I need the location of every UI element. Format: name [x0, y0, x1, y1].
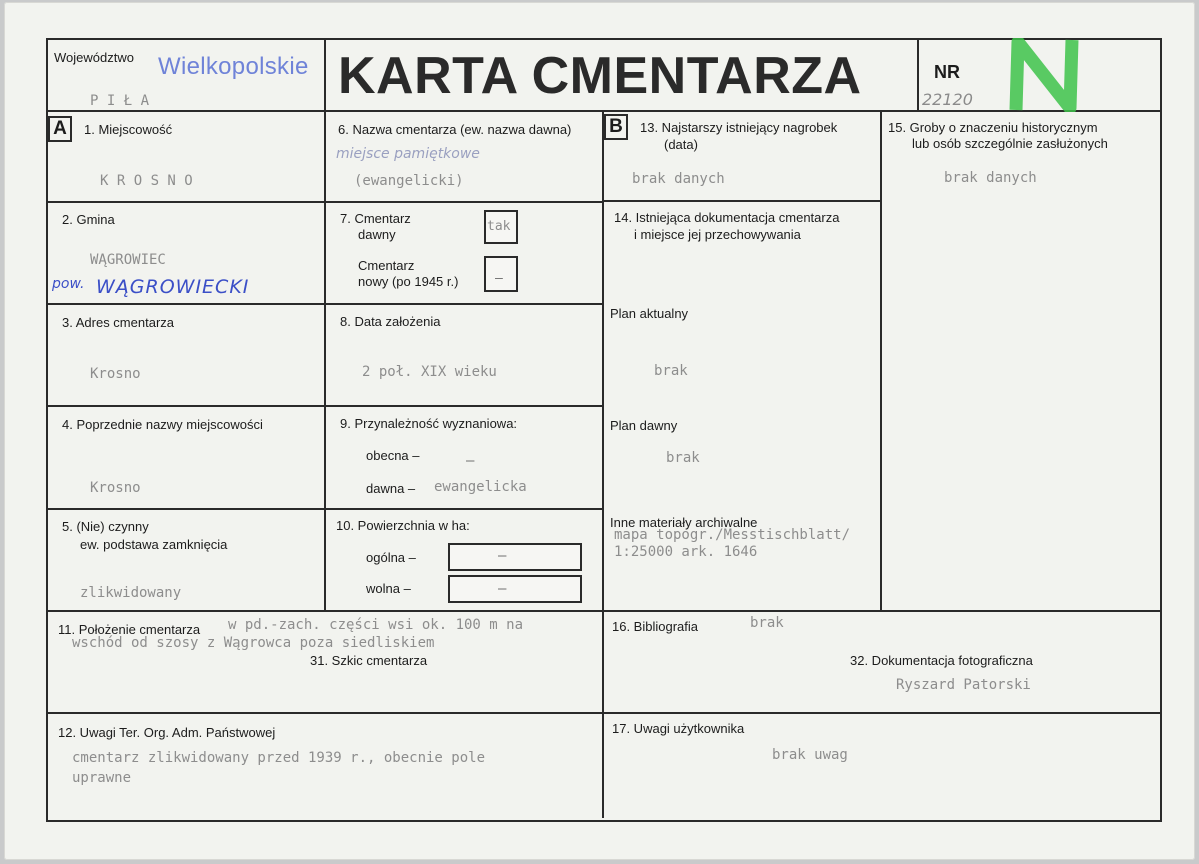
field-17-label: 17. Uwagi użytkownika: [612, 721, 745, 736]
field-10-ogolna-label: ogólna –: [366, 550, 416, 565]
field-15-value: brak danych: [944, 170, 1037, 186]
field-14-label-line1: 14. Istniejąca dokumentacja cmentarza: [614, 210, 840, 225]
plan-dawny-label: Plan dawny: [610, 418, 678, 433]
nr-marker-n: [1008, 38, 1080, 112]
field-6-hand-value: miejsce pamiętkowe: [336, 146, 480, 162]
section-a-marker: A: [48, 116, 72, 142]
field-4-label: 4. Poprzednie nazwy miejscowości: [62, 417, 263, 432]
field-10-ogolna-value: –: [498, 548, 507, 564]
field-16-value: brak: [750, 615, 784, 631]
field-13-label-line1: 13. Najstarszy istniejący nagrobek: [640, 120, 838, 135]
field-9-label: 9. Przynależność wyznaniowa:: [340, 416, 518, 431]
field-2-hand-value: WĄGROWIECKI: [96, 276, 250, 298]
field-7-nowy-value: –: [495, 271, 503, 286]
field-32-value: Ryszard Patorski: [896, 677, 1031, 693]
plan-aktualny-value: brak: [654, 363, 688, 379]
wojewodztwo-old-value: P I Ł A: [90, 93, 150, 109]
inne-materialy-label: Inne materiały archiwalne: [610, 515, 758, 530]
field-15-label-line2: lub osób szczególnie zasłużonych: [912, 136, 1108, 151]
field-1-label: 1. Miejscowość: [84, 122, 173, 137]
field-5-label-line2: ew. podstawa zamknięcia: [80, 537, 228, 552]
field-13-label-line2: (data): [664, 137, 698, 152]
field-7-dawny-line1: 7. Cmentarz: [340, 211, 411, 226]
field-14-label-line2: i miejsce jej przechowywania: [634, 227, 801, 242]
field-3-label: 3. Adres cmentarza: [62, 315, 174, 330]
field-6-value: (ewangelicki): [354, 173, 464, 189]
field-15-label-line1: 15. Groby o znaczeniu historycznym: [888, 120, 1098, 135]
field-13-value: brak danych: [632, 171, 725, 187]
field-10-label: 10. Powierzchnia w ha:: [336, 518, 470, 533]
field-12-label: 12. Uwagi Ter. Org. Adm. Państwowej: [58, 725, 276, 740]
field-12-value-line2: uprawne: [72, 770, 132, 786]
field-10-wolna-value: –: [498, 581, 507, 597]
wojewodztwo-stamp: Wielkopolskie: [158, 53, 309, 80]
field-11-label: 11. Położenie cmentarza: [58, 622, 201, 637]
field-7-dawny-value: tak: [487, 219, 511, 234]
plan-aktualny-label: Plan aktualny: [610, 306, 689, 321]
field-17-value: brak uwag: [772, 747, 848, 763]
field-7-nowy-box: [484, 256, 518, 292]
nr-label: NR: [934, 62, 960, 82]
field-12-value-line1: cmentarz zlikwidowany przed 1939 r., obecnie pole: [72, 750, 486, 766]
field-11-value-line1: w pd.-zach. części wsi ok. 100 m na: [228, 617, 524, 633]
field-2-hand-prefix: pow.: [52, 276, 85, 292]
field-31-label: 31. Szkic cmentarza: [310, 653, 428, 668]
field-10-wolna-label: wolna –: [366, 581, 411, 596]
nr-value: 22120: [922, 90, 973, 109]
field-9-dawna-label: dawna –: [366, 481, 416, 496]
field-16-label: 16. Bibliografia: [612, 619, 698, 634]
field-1-value: K R O S N O: [100, 173, 193, 189]
field-3-value: Krosno: [90, 366, 141, 382]
field-8-label: 8. Data założenia: [340, 314, 441, 329]
field-5-value: zlikwidowany: [80, 585, 182, 601]
field-9-obecna-value: –: [466, 453, 475, 469]
page-title: KARTA CMENTARZA: [338, 47, 862, 105]
field-10-ogolna-box: [448, 543, 582, 571]
inne-materialy-line1: mapa topogr./Messtischblatt/: [614, 527, 851, 543]
field-7-dawny-line2: dawny: [358, 227, 396, 242]
field-2-label: 2. Gmina: [62, 212, 115, 227]
section-b-marker: B: [604, 114, 628, 140]
field-4-value: Krosno: [90, 480, 141, 496]
inne-materialy-line2: 1:25000 ark. 1646: [614, 544, 758, 560]
wojewodztwo-label: Województwo: [54, 50, 134, 65]
plan-dawny-value: brak: [666, 450, 700, 466]
field-32-label: 32. Dokumentacja fotograficzna: [850, 653, 1033, 668]
field-9-dawna-value: ewangelicka: [434, 479, 527, 495]
field-2-value: WĄGROWIEC: [90, 252, 166, 268]
field-11-value-line2: wschód od szosy z Wągrowca poza siedliskiem: [72, 635, 435, 651]
field-7-nowy-line1: Cmentarz: [358, 258, 415, 273]
field-10-wolna-box: [448, 575, 582, 603]
field-9-obecna-label: obecna –: [366, 448, 420, 463]
field-8-value: 2 poł. XIX wieku: [362, 364, 497, 380]
field-7-dawny-box: [484, 210, 518, 244]
field-7-nowy-line2: nowy (po 1945 r.): [358, 274, 459, 289]
field-6-label: 6. Nazwa cmentarza (ew. nazwa dawna): [338, 122, 572, 137]
field-5-label-line1: 5. (Nie) czynny: [62, 519, 149, 534]
